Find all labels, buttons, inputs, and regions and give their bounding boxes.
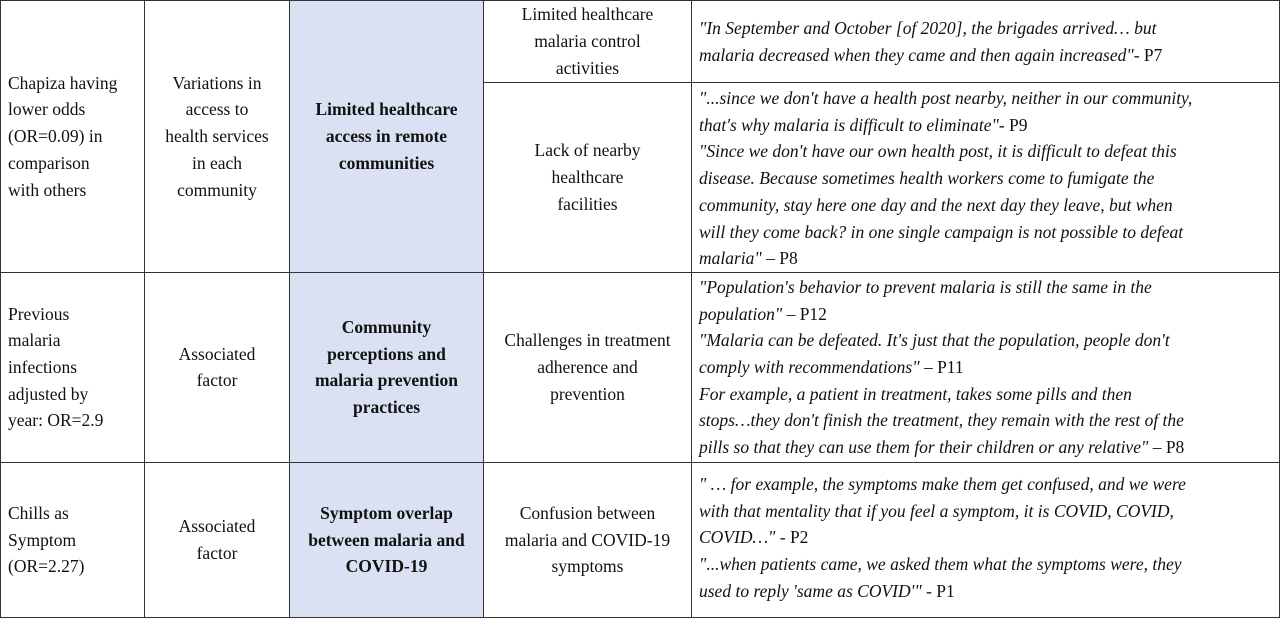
participant-id: - P1 [921, 580, 955, 601]
participant-id: – P12 [782, 303, 827, 324]
quotes-cell [692, 1, 1280, 83]
interpretation-cell: Associated factor [145, 272, 290, 462]
participant-id: – P8 [761, 248, 798, 269]
quote: "Since we don't have our own health post, it is difficult to defeat this disease. Because sometimes health workers come to fumigate the community, stay here one day and the next day they leave, but when will they come back? in one single campaign is not possible to defeat malaria" – P8 [699, 141, 1184, 269]
interpretation-cell: Associated factor [145, 462, 290, 617]
table-row [1, 1, 1280, 83]
theme-cell: Symptom overlap between malaria and COVID-19 [290, 462, 484, 617]
participant-id: - P9 [998, 114, 1028, 135]
theme-cell: Limited healthcare access in remote communities [290, 1, 484, 273]
subtheme-cell: Challenges in treatment adherence and prevention [484, 272, 692, 462]
table-row [1, 272, 1280, 462]
participant-id: - P2 [775, 527, 809, 548]
quote: For example, a patient in treatment, takes some pills and then stops…they don't finish the treatment, they remain with the rest of the pills so that they can use them for their children or any relative" – P8 [699, 383, 1185, 458]
subtheme-cell: Limited healthcare malaria control activities [484, 1, 692, 83]
quote: "Malaria can be defeated. It's just that the population, people don't comply with recommendations" – P11 [699, 330, 1170, 378]
theme-cell: Community perceptions and malaria prevention practices [290, 272, 484, 462]
quote: " … for example, the symptoms make them get confused, and we were with that mentality that if you feel a symptom, it is COVID, COVID, COVID…" - P2 [699, 473, 1186, 548]
quote: "Population's behavior to prevent malaria is still the same in the population" – P12 [699, 276, 1152, 324]
quotes-cell [692, 83, 1280, 273]
finding-cell: Chapiza having lower odds (OR=0.09) in comparison with others [1, 1, 145, 273]
interpretation-cell: Variations in access to health services in each community [145, 1, 290, 273]
quote: "...when patients came, we asked them what the symptoms were, they used to reply 'same as COVID'" - P1 [699, 554, 1182, 601]
subtheme-cell: Lack of nearby healthcare facilities [484, 83, 692, 273]
finding-cell: Chills as Symptom (OR=2.27) [1, 462, 145, 617]
finding-cell: Previous malaria infections adjusted by year: OR=2.9 [1, 272, 145, 462]
subtheme-cell: Confusion between malaria and COVID-19 symptoms [484, 462, 692, 617]
participant-id: – P11 [919, 357, 964, 378]
table-row [1, 462, 1280, 617]
participant-id: – P8 [1148, 437, 1185, 458]
quotes-cell [692, 462, 1280, 617]
quote: "In September and October [of 2020], the brigades arrived… but malaria decreased when they came and then again increased"- P7 [699, 18, 1163, 65]
quote: "...since we don't have a health post nearby, neither in our community, that's why malaria is difficult to eliminate"- P9 [699, 88, 1193, 135]
quotes-cell [692, 272, 1280, 462]
participant-id: - P7 [1133, 44, 1163, 65]
